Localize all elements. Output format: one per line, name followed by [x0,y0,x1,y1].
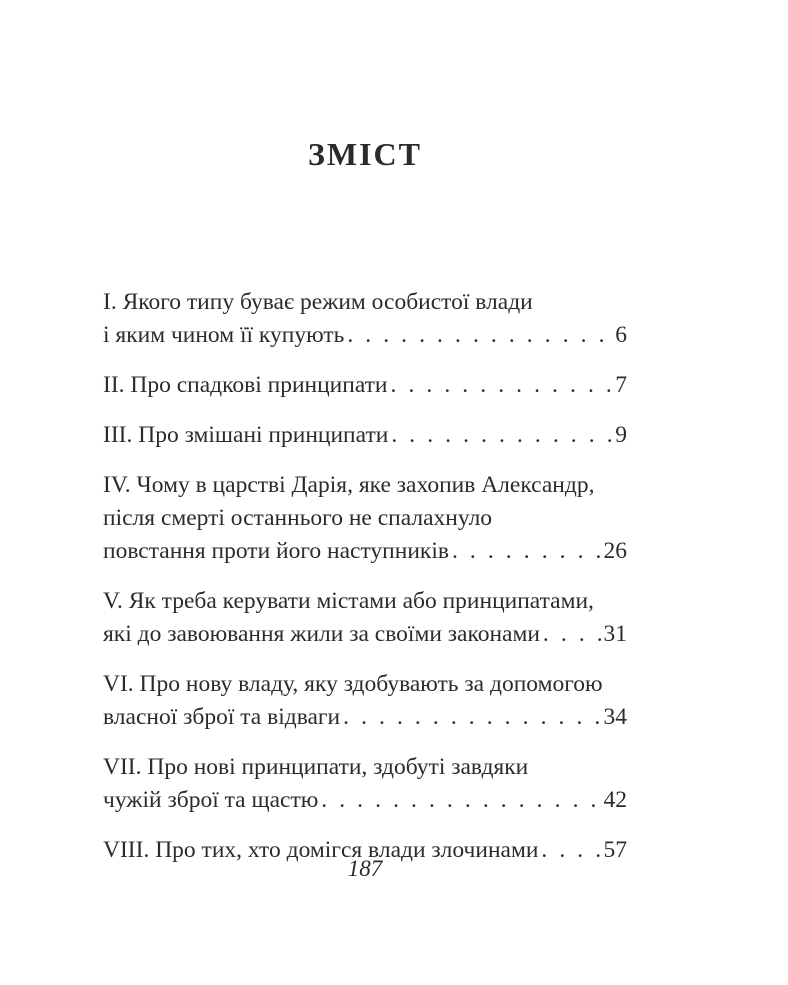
toc-page-number: 31 [603,621,627,647]
toc-entry-2[interactable] [103,369,627,402]
toc-entry-text: повстання проти його наступників [103,538,449,564]
toc-entry-text: IV. Чому в царстві Дарія, яке захопив Александр, [103,472,595,498]
dot-leader [340,701,603,734]
toc-entry-text: III. Про змішані принципати [103,422,389,448]
table-of-contents [103,286,627,884]
toc-entry-7[interactable] [103,751,627,817]
toc-entry-text: які до завоювання жили за своїми законами [103,621,540,647]
toc-entry-1[interactable] [103,286,627,352]
page-number: 187 [347,856,383,881]
dot-leader [388,369,616,402]
toc-entry-4[interactable] [103,469,627,568]
toc-entry-5[interactable] [103,585,627,651]
toc-page-number: 57 [603,837,627,863]
toc-entry-text: і яким чином її купують [103,322,345,348]
toc-page-number: 7 [615,372,627,398]
toc-entry-text: I. Якого типу буває режим особистої влади [103,289,533,315]
toc-entry-text: V. Як треба керувати містами або принципатами, [103,588,594,614]
toc-page-number: 42 [603,787,627,813]
toc-page-number: 9 [615,422,627,448]
dot-leader [344,319,615,352]
toc-entry-text: VIII. Про тих, хто домігся влади злочинами [103,837,539,863]
toc-page-number: 6 [615,322,627,348]
toc-page-number: 34 [603,704,627,730]
toc-entry-text: II. Про спадкові принципати [103,372,388,398]
toc-page-number: 26 [603,538,627,564]
toc-entry-text: після смерті останнього не спалахнуло [103,505,493,531]
dot-leader [318,784,603,817]
toc-entry-6[interactable] [103,668,627,734]
page-title: ЗМІСТ [308,136,422,172]
dot-leader [388,419,615,452]
toc-entry-text: власної зброї та відваги [103,704,341,730]
toc-entry-text: VI. Про нову владу, яку здобувають за допомогою [103,671,603,697]
toc-entry-text: VII. Про нові принципати, здобуті завдяки [103,754,529,780]
dot-leader [540,618,604,651]
dot-leader [449,535,604,568]
toc-entry-3[interactable] [103,419,627,452]
toc-entry-text: чужій зброї та щастю [103,787,319,813]
